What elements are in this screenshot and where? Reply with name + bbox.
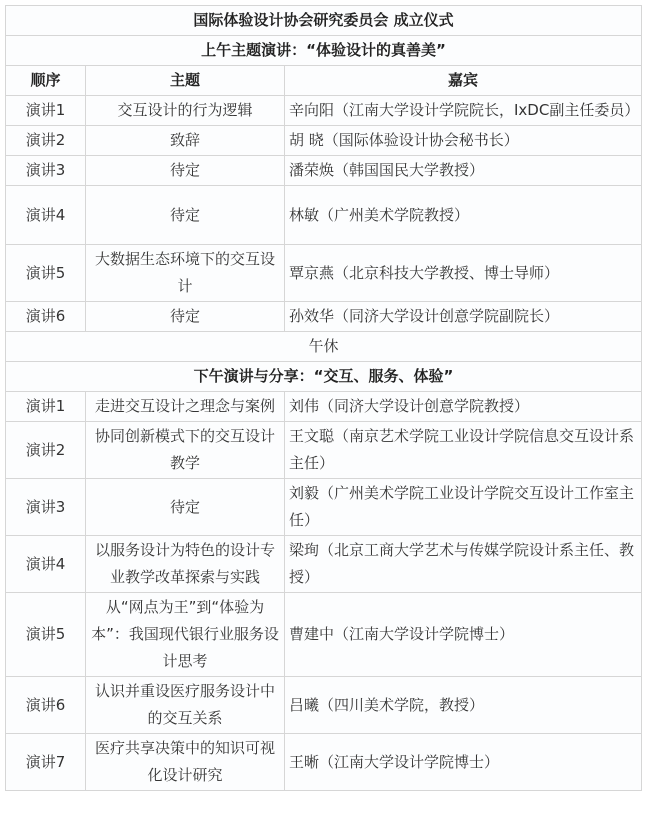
guest-cell: 孙效华（同济大学设计创意学院副院长） <box>285 302 642 332</box>
morning-section-row <box>6 36 642 66</box>
table-row <box>6 245 642 302</box>
guest-cell: 林敏（广州美术学院教授） <box>285 186 642 245</box>
guest-cell: 吕曦（四川美术学院，教授） <box>285 677 642 734</box>
order-cell: 演讲4 <box>6 186 86 245</box>
guest-cell: 覃京燕（北京科技大学教授、博士导师） <box>285 245 642 302</box>
table-row <box>6 186 642 245</box>
guest-cell: 胡 晓（国际体验设计协会秘书长） <box>285 126 642 156</box>
guest-cell: 刘伟（同济大学设计创意学院教授） <box>285 392 642 422</box>
order-cell: 演讲6 <box>6 677 86 734</box>
guest-cell: 王晰（江南大学设计学院博士） <box>285 734 642 791</box>
topic-cell: 致辞 <box>86 126 285 156</box>
guest-cell: 王文聪（南京艺术学院工业设计学院信息交互设计系主任） <box>285 422 642 479</box>
lunch-break-label: 午休 <box>6 332 642 362</box>
table-row <box>6 392 642 422</box>
order-cell: 演讲2 <box>6 422 86 479</box>
order-cell: 演讲6 <box>6 302 86 332</box>
event-schedule-table <box>5 5 642 791</box>
topic-cell: 协同创新模式下的交互设计教学 <box>86 422 285 479</box>
guest-cell: 曹建中（江南大学设计学院博士） <box>285 593 642 677</box>
lunch-break-row <box>6 332 642 362</box>
event-title: 国际体验设计协会研究委员会 成立仪式 <box>6 6 642 36</box>
order-cell: 演讲1 <box>6 392 86 422</box>
morning-section-title: 上午主题演讲：“体验设计的真善美” <box>6 36 642 66</box>
order-cell: 演讲3 <box>6 479 86 536</box>
order-cell: 演讲7 <box>6 734 86 791</box>
topic-cell: 走进交互设计之理念与案例 <box>86 392 285 422</box>
guest-cell: 刘毅（广州美术学院工业设计学院交互设计工作室主任） <box>285 479 642 536</box>
column-header-order: 顺序 <box>6 66 86 96</box>
table-row <box>6 302 642 332</box>
table-row <box>6 422 642 479</box>
order-cell: 演讲5 <box>6 593 86 677</box>
order-cell: 演讲2 <box>6 126 86 156</box>
column-header-row <box>6 66 642 96</box>
order-cell: 演讲5 <box>6 245 86 302</box>
topic-cell: 待定 <box>86 479 285 536</box>
topic-cell: 交互设计的行为逻辑 <box>86 96 285 126</box>
topic-cell: 大数据生态环境下的交互设计 <box>86 245 285 302</box>
table-row <box>6 593 642 677</box>
table-row <box>6 479 642 536</box>
order-cell: 演讲3 <box>6 156 86 186</box>
order-cell: 演讲1 <box>6 96 86 126</box>
table-row <box>6 156 642 186</box>
topic-cell: 以服务设计为特色的设计专业教学改革探索与实践 <box>86 536 285 593</box>
topic-cell: 待定 <box>86 156 285 186</box>
afternoon-section-title: 下午演讲与分享：“交互、服务、体验” <box>6 362 642 392</box>
title-row <box>6 6 642 36</box>
table-row <box>6 536 642 593</box>
topic-cell: 从“网点为王”到“体验为本”：我国现代银行业服务设计思考 <box>86 593 285 677</box>
table-row <box>6 734 642 791</box>
topic-cell: 待定 <box>86 186 285 245</box>
order-cell: 演讲4 <box>6 536 86 593</box>
table-row <box>6 126 642 156</box>
guest-cell: 潘荣焕（韩国国民大学教授） <box>285 156 642 186</box>
topic-cell: 待定 <box>86 302 285 332</box>
guest-cell: 梁珣（北京工商大学艺术与传媒学院设计系主任、教授） <box>285 536 642 593</box>
table-row <box>6 96 642 126</box>
afternoon-section-row <box>6 362 642 392</box>
column-header-topic: 主题 <box>86 66 285 96</box>
topic-cell: 医疗共享决策中的知识可视化设计研究 <box>86 734 285 791</box>
column-header-guest: 嘉宾 <box>285 66 642 96</box>
guest-cell: 辛向阳（江南大学设计学院院长，IxDC副主任委员） <box>285 96 642 126</box>
topic-cell: 认识并重设医疗服务设计中的交互关系 <box>86 677 285 734</box>
table-row <box>6 677 642 734</box>
